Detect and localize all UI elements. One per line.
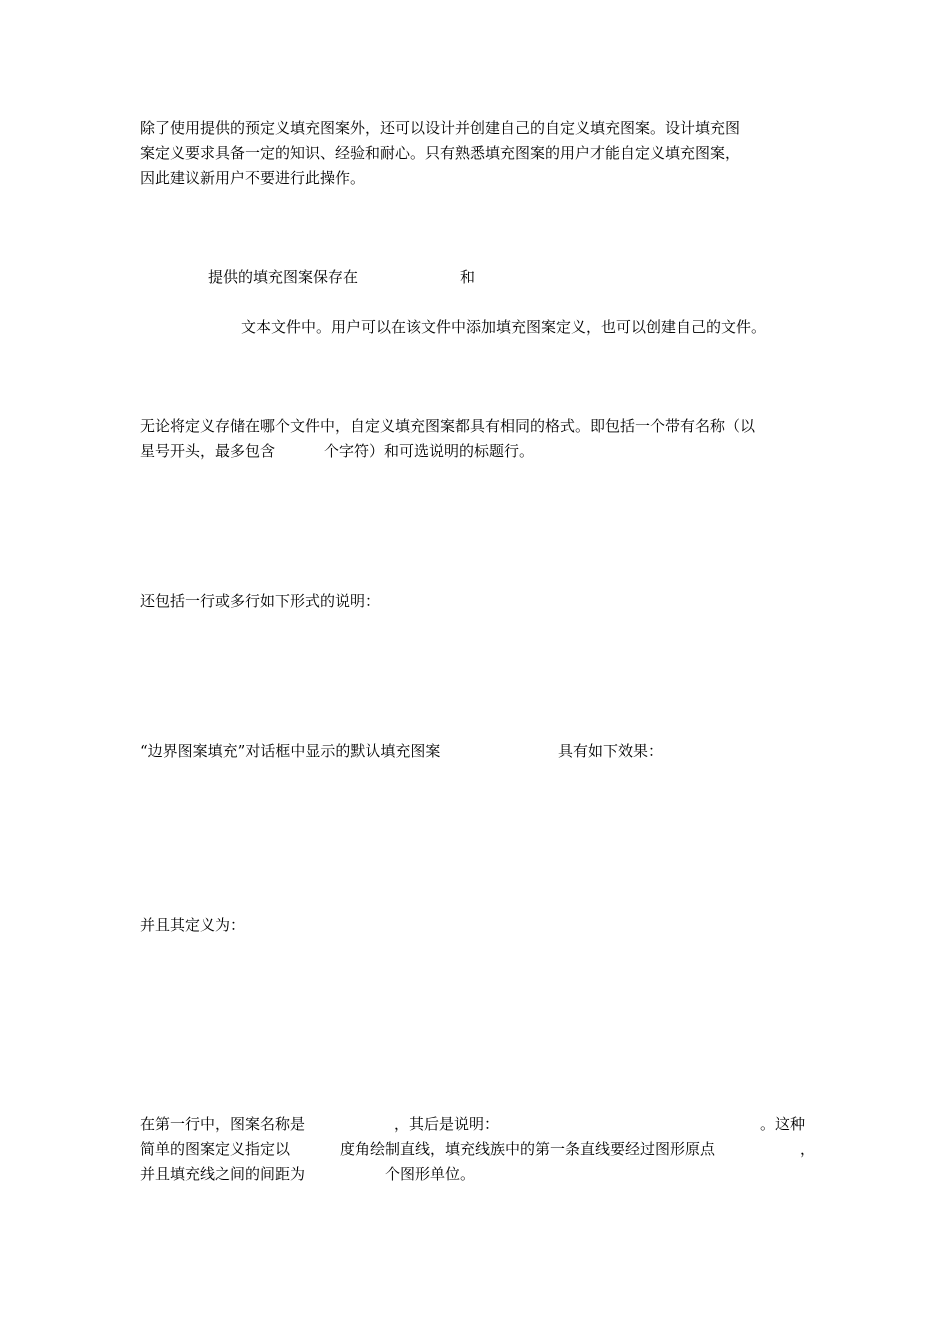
paragraph-4-line-1: 还包括一行或多行如下形式的说明： <box>140 592 381 610</box>
paragraph-2-line-2: 文本文件中。用户可以在该文件中添加填充图案定义，也可以创建自己的文件。 <box>241 318 767 336</box>
paragraph-7-line-2a: 简单的图案定义指定以 <box>140 1140 291 1158</box>
paragraph-5-segment-1: “边界图案填充”对话框中显示的默认填充图案 <box>140 742 441 760</box>
paragraph-2-segment-1: 提供的填充图案保存在 <box>208 268 359 286</box>
paragraph-7-line-3b: 个图形单位。 <box>385 1165 476 1183</box>
paragraph-7-line-1b: ，其后是说明： <box>394 1115 500 1133</box>
paragraph-1-line-3: 因此建议新用户不要进行此操作。 <box>140 169 366 187</box>
paragraph-5-segment-2: 具有如下效果： <box>558 742 664 760</box>
paragraph-3-line-2a: 星号开头，最多包含 <box>140 442 276 460</box>
paragraph-7-line-3a: 并且填充线之间的间距为 <box>140 1165 306 1183</box>
paragraph-7-line-2c: ， <box>800 1140 816 1158</box>
paragraph-1-line-2: 案定义要求具备一定的知识、经验和耐心。只有熟悉填充图案的用户才能自定义填充图案， <box>140 144 741 162</box>
paragraph-7-line-1c: 。这种 <box>760 1115 806 1133</box>
paragraph-7-line-1a: 在第一行中，图案名称是 <box>140 1115 306 1133</box>
paragraph-6-line-1: 并且其定义为： <box>140 916 246 934</box>
paragraph-1-line-1: 除了使用提供的预定义填充图案外，还可以设计并创建自己的自定义填充图案。设计填充图 <box>140 119 741 137</box>
paragraph-3-line-1: 无论将定义存储在哪个文件中，自定义填充图案都具有相同的格式。即包括一个带有名称（以 <box>140 417 756 435</box>
paragraph-3-line-2b: 个字符）和可选说明的标题行。 <box>324 442 535 460</box>
paragraph-7-line-2b: 度角绘制直线，填充线族中的第一条直线要经过图形原点 <box>340 1140 716 1158</box>
paragraph-2-segment-2: 和 <box>460 268 476 286</box>
